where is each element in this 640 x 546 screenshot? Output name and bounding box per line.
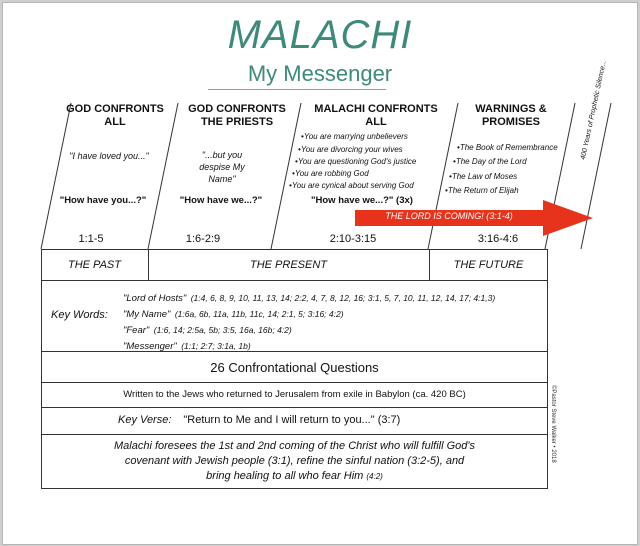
arrow-label: THE LORD IS COMING! (3:1-4) — [385, 211, 513, 221]
keyword-line: "Fear" (1:6, 14; 2:5a, 5b; 3:5, 16a, 16b; 4:2) — [123, 325, 292, 336]
column-quote: "...but you despise My Name" — [199, 150, 245, 184]
silence-label: 400 Years of Prophetic Silence... — [579, 59, 608, 161]
bullet-item: •You are cynical about serving God — [289, 181, 414, 190]
column-reference: 3:16-4:6 — [477, 233, 519, 245]
column-question: "How have we...?" — [179, 195, 263, 206]
column-header: GOD CONFRONTS ALL — [66, 103, 164, 128]
column-reference: 1:6-2:9 — [185, 233, 221, 245]
period-label: THE FUTURE — [453, 259, 524, 271]
questions-text: 26 Confrontational Questions — [210, 360, 379, 375]
bullet-item: •You are questioning God's justice — [295, 157, 417, 166]
page-subtitle: My Messenger — [247, 61, 393, 86]
column-question: "How have you...?" — [59, 195, 147, 206]
column-quote: "I have loved you..." — [69, 151, 149, 161]
column-reference: 1:1-5 — [78, 233, 104, 245]
copyright-text: ©Pastor Steve Walker • 2018 — [550, 385, 556, 463]
keyword-line: "Messenger" (1:1; 2:7; 3:1a, 1b) — [123, 341, 251, 352]
page-title: MALACHI — [227, 13, 413, 57]
bullet-item: •The Law of Moses — [449, 172, 518, 181]
period-label: THE PAST — [68, 259, 121, 271]
column-header: WARNINGS & PROMISES — [475, 103, 547, 128]
summary-line: Malachi foresees the 1st and 2nd coming of the Christ who will fulfill God's — [114, 440, 475, 452]
keyword-line: "Lord of Hosts" (1:4, 6, 8, 9, 10, 11, 13, 14; 2:2, 4, 7, 8, 12, 16; 3:1, 5, 7, 10, 11, 12, 14, 17; 4:1,3) — [123, 293, 496, 304]
keyword-line: "My Name" (1:6a, 6b, 11a, 11b, 11c, 14; 2:1, 5; 3:16; 4:2) — [123, 309, 344, 320]
bullet-item: •You are robbing God — [292, 169, 369, 178]
bullet-item: •You are divorcing your wives — [298, 145, 403, 154]
chart-page — [2, 2, 638, 545]
bullet-item: •The Day of the Lord — [453, 157, 527, 166]
summary-line: covenant with Jewish people (3:1), refine the sinful nation (3:2-5), and — [124, 455, 465, 467]
written-text: Written to the Jews who returned to Jerusalem from exile in Babylon (ca. 420 BC) — [123, 389, 466, 400]
keyverse-line: Key Verse: "Return to Me and I will return to you..." (3:7) — [118, 414, 401, 426]
column-header: GOD CONFRONTS THE PRIESTS — [188, 103, 286, 128]
bullet-item: •You are marrying unbelievers — [301, 132, 408, 141]
column-reference: 2:10-3:15 — [329, 233, 377, 245]
bullet-item: •The Return of Elijah — [445, 186, 519, 195]
column-header: MALACHI CONFRONTS ALL — [314, 103, 438, 128]
period-label: THE PRESENT — [249, 259, 327, 271]
bullet-item: •The Book of Remembrance — [457, 143, 558, 152]
column-question: "How have we...?" (3x) — [311, 195, 413, 206]
keywords-label: Key Words: — [51, 309, 108, 321]
summary-line: bring healing to all who fear Him (4:2) — [206, 470, 383, 482]
